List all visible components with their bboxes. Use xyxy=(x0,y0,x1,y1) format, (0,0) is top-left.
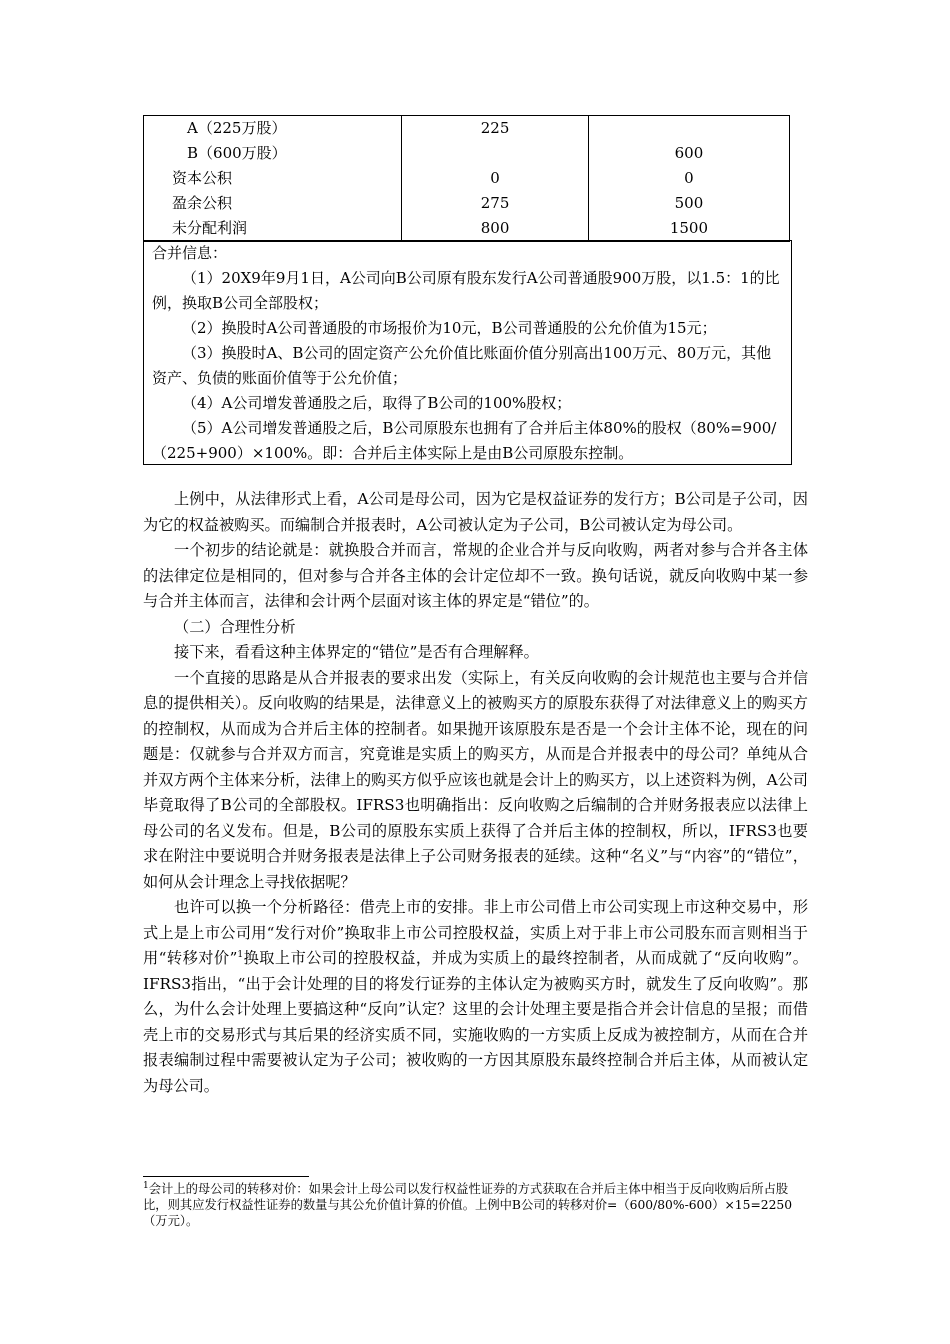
col-a-value: 0 xyxy=(402,166,589,191)
merge-info-title: 合并信息： xyxy=(152,244,228,262)
row-label: 未分配利润 xyxy=(144,216,402,242)
merge-info-item: （5）A公司增发普通股之后，B公司原股东也拥有了合并后主体80%的股权（80%=900/（225+900）×100%。即：合并后主体实际上是由B公司原股东控制。 xyxy=(152,419,777,462)
col-b-value xyxy=(588,116,789,142)
col-a-value xyxy=(402,141,589,166)
merge-info-item: （4）A公司增发普通股之后，取得了B公司的100%股权； xyxy=(182,394,572,412)
footnote-ref[interactable]: 1 xyxy=(237,949,244,960)
row-label: 盈余公积 xyxy=(144,191,402,216)
paragraph-text: 也许可以换一个分析路径：借壳上市的安排。非上市公司借上市公司实现上市这种交易中，形式上是上市公司用“发行对价”换取非上市公司控股权益，实质上对于非上市公司股东而言则相当于用“转移对价” xyxy=(143,898,808,967)
row-label: A（225万股） xyxy=(144,116,402,142)
table-row xyxy=(144,216,790,242)
row-label: 资本公积 xyxy=(144,166,402,191)
footnote xyxy=(143,1181,808,1229)
paragraph: 一个直接的思路是从合并报表的要求出发（实际上，有关反向收购的会计规范也主要与合并信息的提供相关）。反向收购的结果是，法律意义上的被购买方的原股东获得了对法律意义上的购买方的控制权，从而成为合并后主体的控制者。如果抛开该原股东是否是一个会计主体不论，现在的问题是：仅就参与合并双方而言，究竟谁是实质上的购买方，从而是合并报表中的母公司？单纯从合并双方两个主体来分析，法律上的购买方似乎应该也就是会计上的购买方，以上述资料为例，A公司毕竟取得了B公司的全部股权。IFRS3也明确指出：反向收购之后编制的合并财务报表应以法律上母公司的名义发布。但是，B公司的原股东实质上获得了合并后主体的控制权，所以，IFRS3也要求在附注中要说明合并财务报表是法律上子公司财务报表的延续。这种“名义”与“内容”的“错位”，如何从会计理念上寻找依据呢？ xyxy=(143,668,808,891)
col-a-value: 275 xyxy=(402,191,589,216)
paragraph: 一个初步的结论就是：就换股合并而言，常规的企业合并与反向收购，两者对参与合并各主体的法律定位是相同的，但对参与合并各主体的会计定位却不一致。换句话说，就反向收购中某一参与合并主体而言，法律和会计两个层面对该主体的界定是“错位”的。 xyxy=(143,541,808,610)
table-row xyxy=(144,166,790,191)
section-heading: （二）合理性分析 xyxy=(174,617,296,636)
footnote-body: 会计上的母公司的转移对价：如果会计上母公司以发行权益性证券的方式获取在合并后主体中相当于反向收购后所占股比，则其应发行权益性证券的数量与其公允价值计算的价值。上例中B公司的转移对价=（600/80%-600）×15=2250（万元）。 xyxy=(143,1182,793,1228)
body-text xyxy=(143,487,808,1099)
col-a-value: 800 xyxy=(402,216,589,242)
merge-info-item: （1）20X9年9月1日，A公司向B公司原有股东发行A公司普通股900万股，以1.5：1的比例，换取B公司全部股权； xyxy=(152,269,780,312)
row-label: B（600万股） xyxy=(144,141,402,166)
col-b-value: 600 xyxy=(588,141,789,166)
footnote-text xyxy=(143,1181,808,1229)
paragraph: 上例中，从法律形式上看，A公司是母公司，因为它是权益证券的发行方；B公司是子公司，因为它的权益被购买。而编制合并报表时，A公司被认定为子公司，B公司被认定为母公司。 xyxy=(143,490,808,534)
paragraph-text: 换取上市公司的控股权益，并成为实质上的最终控制者，从而成就了“反向收购”。IFRS3指出，“出于会计处理的目的将发行证券的主体认定为被购买方时，就发生了反向收购”。那么，为什么会计处理上要搞这种“反向”认定？这里的会计处理主要是指合并会计信息的呈报；而借壳上市的交易形式与其后果的经济实质不同，实施收购的一方实质上反成为被控制方，从而在合并报表编制过程中需要被认定为子公司；被收购的一方因其原股东最终控制合并后主体，从而被认定为母公司。 xyxy=(143,949,808,1095)
table-row xyxy=(144,116,790,142)
table-row xyxy=(144,141,790,166)
merge-info-item: （2）换股时A公司普通股的市场报价为10元，B公司普通股的公允价值为15元； xyxy=(182,319,717,337)
merge-info-item: （3）换股时A、B公司的固定资产公允价值比账面价值分别高出100万元、80万元，其他资产、负债的账面价值等于公允价值； xyxy=(152,344,772,387)
footnote-mark: 1 xyxy=(143,1180,149,1191)
col-b-value: 1500 xyxy=(588,216,789,242)
balance-table xyxy=(143,115,790,242)
paragraph xyxy=(143,895,808,1099)
merge-info-box xyxy=(143,240,792,465)
footnote-separator xyxy=(143,1176,309,1177)
col-a-value: 225 xyxy=(402,116,589,142)
col-b-value: 500 xyxy=(588,191,789,216)
table-row xyxy=(144,191,790,216)
col-b-value: 0 xyxy=(588,166,789,191)
paragraph: 接下来，看看这种主体界定的“错位”是否有合理解释。 xyxy=(174,643,539,661)
